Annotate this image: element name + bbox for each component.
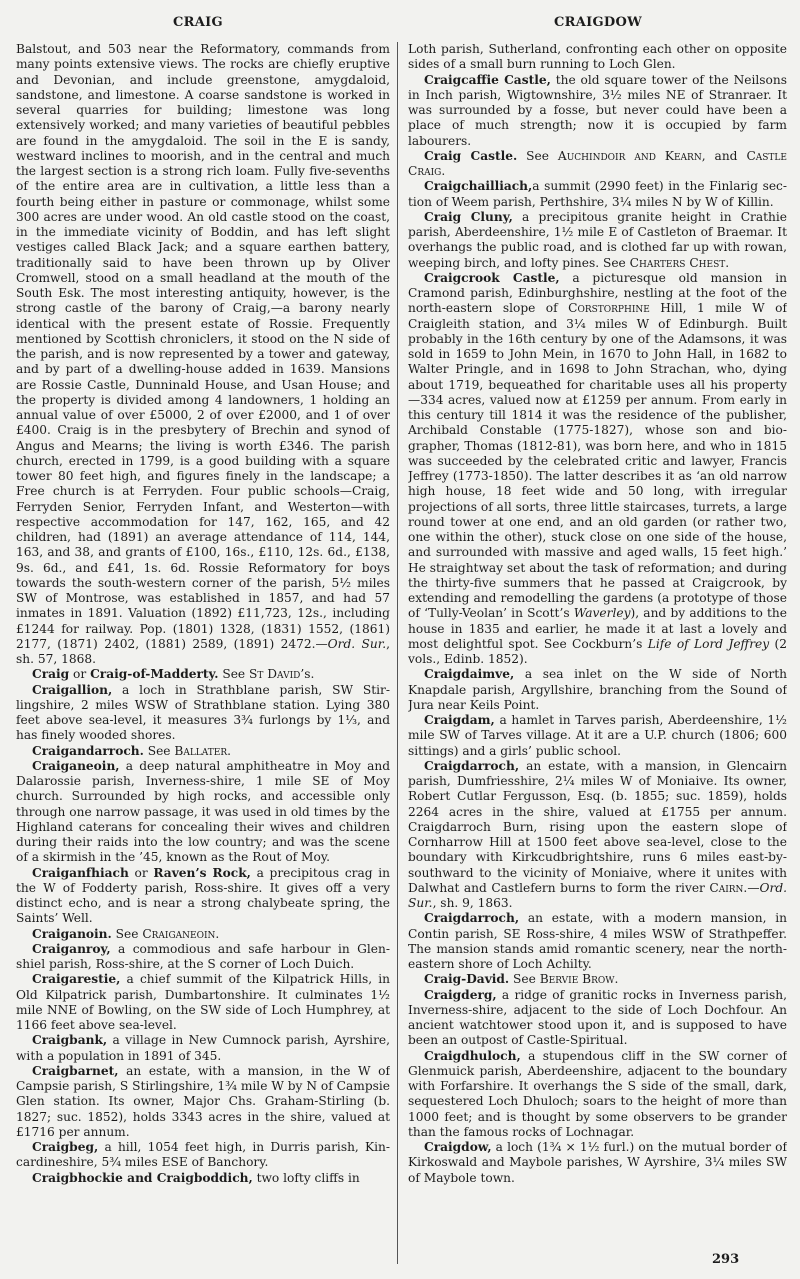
entry-headword: Craigdarroch,	[424, 911, 520, 926]
italic-text: Life of Lord Jeffrey	[647, 636, 770, 651]
entry-headword: Craiganoin.	[32, 926, 112, 941]
gazetteer-entry	[408, 42, 787, 73]
entry-text: See	[509, 972, 540, 987]
entry-text: a chief summit of the Kilpatrick Hills, in Old Kilpatrick parish, Dumbartonshire. It culminates 1½ mile NNE of Bowling, on the SW side of Loch Humphrey, at 1166 feet above sea-level.	[16, 972, 390, 1032]
entry-text: a ridge of granitic rocks in Inverness parish, Inverness-shire, adjacent to the side of Loch Dochfour. An ancient watchtower stood upon it, and is supposed to have been an outpost of Castle-Spiritual.	[408, 987, 787, 1048]
gazetteer-entry	[16, 866, 390, 927]
cross-reference: Castle Craig.	[408, 148, 787, 178]
gazetteer-entry	[408, 911, 787, 972]
entry-text: a precipitous crag in the W of Fodderty parish, Ross-shire. It gives off a very distinct echo, and is near a strong chalybeate spring, the Saints’ Well.	[16, 865, 390, 926]
entry-text: an estate, with a mansion, in Glencairn parish, Dumfriesshire, 2¼ miles W of Moniaive. Its owner, Robert Cutlar Fergusson, Esq. (b. 1855; suc. 1859), holds 2264 acres in the shire, valued at £1755 per annum. Craigdarroch Burn, rising upon the eastern slope of Cornharrow Hill at 1500 feet above sea-level, close to the boundary with Kirkcudbrightshire, runs 6 miles east-by-southward to the vicinity of Moniaive, where it unites with Dalwhat and Castlefern burns to form the river	[408, 758, 787, 895]
gazetteer-entry	[16, 942, 390, 973]
cross-reference: Cairn.	[709, 880, 748, 895]
entry-headword: Craig-David.	[424, 972, 510, 987]
cross-reference: Ballater.	[174, 743, 232, 758]
entry-text: a loch (1¾ × 1½ furl.) on the mutual border of Kirkoswald and Maybole parishes, W Ayrshire, 3¼ miles SW of Maybole town.	[408, 1140, 787, 1185]
entry-headword: Craigdaimve,	[424, 667, 515, 682]
gazetteer-entry	[16, 1171, 390, 1186]
entry-text: See	[111, 926, 143, 941]
gazetteer-entry	[16, 1140, 390, 1171]
entry-headword: Craigdam,	[424, 713, 495, 727]
entry-text: ’s.	[300, 667, 315, 682]
entry-headword: Craigbeg,	[32, 1140, 99, 1154]
gazetteer-entry	[16, 744, 390, 759]
entry-headword: Craigderg,	[424, 987, 497, 1002]
gazetteer-entry	[408, 759, 787, 912]
gazetteer-entry	[16, 1033, 390, 1064]
gazetteer-entry	[408, 713, 787, 759]
entry-text: two lofty cliffs in	[252, 1170, 360, 1185]
entry-text: See	[218, 667, 250, 682]
entry-text: (2 vols., Edinb. 1852).	[408, 636, 787, 666]
cross-reference: Charters Chest.	[629, 255, 730, 270]
gazetteer-entry	[408, 149, 787, 180]
cross-reference: Auchindoir and Kearn	[557, 148, 702, 163]
entry-headword: Craigdow,	[424, 1140, 492, 1154]
entry-text: the old square tower of the Neilsons in Inch parish, Wigtownshire, 3½ miles NE of Stranraer. It was surrounded by a fosse, but never could have been a place of much strength; now it is occupied by farm labourers.	[408, 72, 787, 148]
cross-reference: Craiganeoin.	[142, 926, 220, 941]
entry-text: , sh. 9, 1863.	[432, 896, 513, 910]
entry-text: a deep natural amphitheatre in Moy and Dalarossie parish, Inverness-shire, 1 mile SE of Moy church. Surrounded by high rocks, and accessible only through one narrow passage, it was used in old times by the Highland caterans for concealing their wives and children during their raids into the low country; and was the scene of a skirmish in the ’45, known as the Rout of Moy.	[16, 758, 390, 865]
entry-text: , sh. 57, 1868.	[16, 636, 390, 666]
gazetteer-entry	[16, 1064, 390, 1140]
entry-text: —	[747, 880, 760, 895]
entry-text: ), and by additions to the house in 1835 and earlier, he made it at last a lovely and most delightful spot. See Cockburn’s	[408, 606, 787, 651]
italic-text: Waverley	[573, 606, 631, 621]
entry-text: a hill, 1054 feet high, in Durris parish, Kincardineshire, 5¾ miles ESE of Banchory.	[16, 1140, 390, 1170]
entry-text: a summit (2990 feet) in the Finlarig section of Weem parish, Perthshire, 3¼ miles N by W of Killin.	[408, 179, 787, 209]
entry-headword: Craiganeoin,	[32, 758, 120, 773]
entry-text: Balstout, and 503 near the Reformatory, commands from many points extensive views. The rocks are chiefly eruptive and Devonian, and include greenstone, amygdaloid, sandstone, and limestone. A coarse sandstone is worked in several quarries for building; limestone was long extensively worked; and many varieties of beautiful pebbles are found in the amygdaloid. The soil in the E is sandy, westward inclines to moorish, and in the central and much the largest section is a strong rich loam. Fully five-sevenths of the entire area are in cultivation, a little less than a fourth being either in pasture or commonage, whilst some 300 acres are under wood. An old castle stood on the coast, in the immediate vicinity of Boddin, and has left slight vestiges called Black Jack; and a square earthen battery, traditionally said to have been thrown up by Oliver Cromwell, stood on a small headland at the mouth of the South Esk. The most interesting antiquity, however, is the strong castle of the barony of Craig,—a barony nearly identical with the present estate of Rossie. Frequently mentioned by Scottish chroniclers, it stood on the N side of the parish, and is now represented by a tower and gateway, and by part of a dwelling-house added in 1639. Mansions are Rossie Castle, Dunninald House, and Usan House; and the property is divided among 4 landowners, 1 holding an annual value of over £5000, 2 of over £2000, and 1 of over £400. Craig is in the presbytery of Brechin and synod of Angus and Mearns; the living is worth £346. The parish church, erected in 1799, is a good building with a square tower 80 feet high, and figures finely in the landscape; a Free church is at Ferryden. Four public schools—Craig, Ferryden Senior, Ferryden Infant, and Westerton—with respective accommodation for 147, 162, 165, and 42 children, had (1891) an average attendance of 114, 144, 163, and 38, and grants of £100, 16s., £110, 12s. 6d., £138, 9s. 6d., and £41, 1s. 6d. Rossie Reformatory for boys towards the south-western corner of the parish, 5½ miles SW of Montrose, was established in 1857, and had 57 inmates in 1891. Valuation (1892) £11,723, 12s., including £1244 for railway. Pop. (1801) 1328, (1831) 1552, (1861) 2177, (1871) 2402, (1881) 2589, (1891) 2472.—	[16, 42, 390, 651]
text-column-right	[408, 42, 787, 1272]
gazetteer-entry	[16, 759, 390, 866]
entry-headword: Craigbank,	[32, 1033, 108, 1048]
entry-headword: Raven’s Rock,	[153, 865, 251, 880]
entry-text: See	[143, 743, 175, 758]
entry-headword: Craigarestie,	[32, 972, 121, 987]
page-number: 293	[712, 1252, 740, 1267]
entry-headword: Craigallion,	[32, 682, 113, 697]
gazetteer-entry	[408, 988, 787, 1049]
gazetteer-entry	[408, 1140, 787, 1186]
entry-text: an estate, with a modern mansion, in Contin parish, SE Ross-shire, 4 miles WSW of Strathpeffer. The mansion stands amid romantic scenery, near the north-eastern shore of Loch Achilty.	[408, 911, 787, 971]
italic-text: Ord. Sur.	[408, 880, 787, 910]
gazetteer-entry	[16, 927, 390, 942]
running-header-right: CRAIGDOW	[554, 15, 643, 30]
entry-text: a loch in Strathblane parish, SW Stirlingshire, 2 miles WSW of Strathblane station. Lying 380 feet above sea-level, it measures 3¾ furlongs by 1⅓, and has finely wooded shores.	[16, 682, 390, 743]
gazetteer-entry	[408, 73, 787, 149]
entry-headword: Craigdhuloch,	[424, 1048, 521, 1063]
entry-text: Loth parish, Sutherland, confronting each other on opposite sides of a small burn running to Loch Glen.	[408, 42, 787, 72]
gazetteer-entry	[408, 179, 787, 210]
entry-text: a hamlet in Tarves parish, Aberdeenshire, 1½ mile SW of Tarves village. At it are a U.P. church (1806; 600 sittings) and a girls’ public school.	[408, 713, 787, 758]
gazetteer-entry	[16, 42, 390, 667]
gazetteer-entry	[408, 210, 787, 271]
cross-reference: Corstorphine	[568, 301, 650, 316]
entry-headword: Craigbarnet,	[32, 1063, 119, 1078]
gazetteer-entry	[16, 683, 390, 744]
entry-text: Hill, 1 mile W of Craigleith station, and 3¼ miles W of Edinburgh. Built probably in the 16th century by one of the Adamsons, it was sold in 1659 to John Mein, in 1670 to John Hall, in 1682 to Walter Pringle, and in 1698 to John Strachan, who, dying about 1719, bequeathed for charitable uses all his property—334 acres, valued now at £1259 per annum. From early in this century till 1814 it was the residence of the publisher, Archibald Constable (1775-1827), whose son and biographer, Thomas (1812-81), was born here, and who in 1815 was succeeded by the celebrated critic and lawyer, Francis Jeffrey (1773-1850). The latter describes it as ‘an old narrow high house, 18 feet wide and 50 long, with irregular projections of all sorts, three little staircases, turrets, a large round tower at one end, and an old garden (or rather two, one within the other), stuck close on one side of the house, and surrounded with massive and aged walls, 15 feet high.’ He straightway set about the task of reformation; and during the thirty-five summers that he passed at Craigcrook, by extending and remodelling the gardens (a prototype of those of ‘Tully-Veolan’ in Scott’s	[408, 301, 787, 621]
gazetteer-entry	[408, 667, 787, 713]
entry-headword: Craig-of-Madderty.	[90, 667, 219, 682]
entry-text: a picturesque old mansion in Cramond parish, Edinburghshire, nestling at the foot of the north-eastern slope of	[408, 270, 787, 316]
entry-headword: Craigchailliach,	[424, 179, 533, 194]
column-divider	[397, 42, 398, 1264]
entry-headword: Craigandarroch.	[32, 743, 144, 758]
entry-headword: Craigcrook Castle,	[424, 270, 560, 285]
entry-text: a precipitous granite height in Crathie parish, Aberdeenshire, 1½ mile E of Castleton of Braemar. It overhangs the public road, and is clothed far up with rowan, weeping birch, and lofty pines. See	[408, 209, 787, 270]
gazetteer-entry	[408, 1049, 787, 1141]
entry-headword: Craig Cluny,	[424, 209, 513, 224]
text-column-left	[16, 42, 390, 1272]
entry-headword: Craig Castle.	[424, 148, 518, 163]
italic-text: Ord. Sur.	[327, 636, 387, 651]
entry-text: an estate, with a mansion, in the W of Campsie parish, S Stirlingshire, 1¾ mile W by N of Campsie Glen station. Its owner, Major Chs. Graham-Stirling (b. 1827; suc. 1852), holds 3343 acres in the shire, valued at £1716 per annum.	[16, 1063, 390, 1139]
entry-text: a commodious and safe harbour in Glenshiel parish, Ross-shire, at the S corner of Loch Duich.	[16, 941, 390, 971]
entry-headword: Craigdarroch,	[424, 758, 520, 773]
entry-text: a stupendous cliff in the SW corner of Glenmuick parish, Aberdeenshire, adjacent to the boundary with Forfarshire. It overhangs the S side of the small, dark, sequestered Loch Dhuloch; soars to the height of more than 1000 feet; and is thought by some observers to be grander than the famous rocks of Lochnagar.	[408, 1048, 787, 1139]
running-header-left: CRAIG	[173, 15, 223, 30]
entry-headword: Craigcaffie Castle,	[424, 72, 551, 87]
entry-text: or	[69, 667, 91, 682]
entry-text: , and	[701, 148, 747, 163]
entry-headword: Craiganfhiach	[32, 865, 129, 880]
entry-text: a sea inlet on the W side of North Knapdale parish, Argyllshire, branching from the Sound of Jura near Keils Point.	[408, 667, 787, 712]
entry-text: See	[517, 148, 558, 163]
entry-text: a village in New Cumnock parish, Ayrshire, with a population in 1891 of 345.	[16, 1033, 390, 1063]
entry-headword: Craigbhockie and Craigboddich,	[32, 1170, 253, 1185]
gazetteer-entry	[408, 972, 787, 987]
entry-headword: Craig	[32, 667, 70, 682]
entry-headword: Craiganroy,	[32, 941, 111, 956]
gazetteer-entry	[408, 271, 787, 668]
entry-text: or	[128, 865, 154, 880]
cross-reference: St David	[249, 667, 301, 682]
gazetteer-entry	[16, 667, 390, 682]
gazetteer-entry	[16, 972, 390, 1033]
cross-reference: Bervie Brow.	[539, 972, 619, 987]
